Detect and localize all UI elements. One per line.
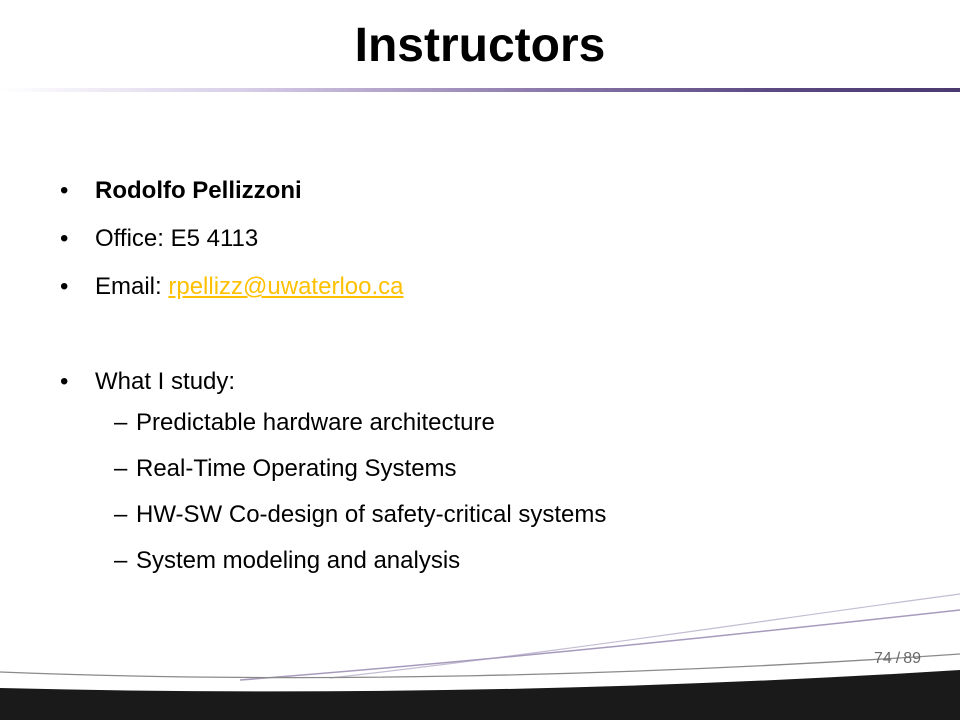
email-label: Email: (95, 273, 169, 300)
research-item-text: Predictable hardware architecture (136, 409, 495, 436)
research-item-text: System modeling and analysis (136, 547, 461, 574)
instructor-name: Rodolfo Pellizzoni (95, 177, 302, 204)
research-item-text: HW-SW Co-design of safety-critical systems (136, 501, 607, 528)
bullet-icon: • (60, 273, 69, 300)
slide-title: Instructors (354, 19, 606, 72)
dash-icon: – (114, 547, 128, 574)
dash-icon: – (114, 501, 128, 528)
page-current: 74 (874, 650, 892, 667)
page-total: 89 (903, 650, 922, 667)
dash-icon: – (114, 409, 128, 436)
bullet-icon: • (60, 177, 69, 204)
bullet-icon: • (60, 368, 69, 395)
bullet-icon: • (60, 225, 69, 252)
research-heading: What I study: (95, 368, 236, 395)
page-number (874, 650, 921, 668)
research-item-text: Real-Time Operating Systems (136, 455, 457, 482)
dash-icon: – (114, 455, 128, 482)
office-text: Office: E5 4113 (95, 225, 259, 252)
email-link[interactable]: rpellizz@uwaterloo.ca (168, 273, 404, 300)
page-separator: / (895, 650, 901, 667)
